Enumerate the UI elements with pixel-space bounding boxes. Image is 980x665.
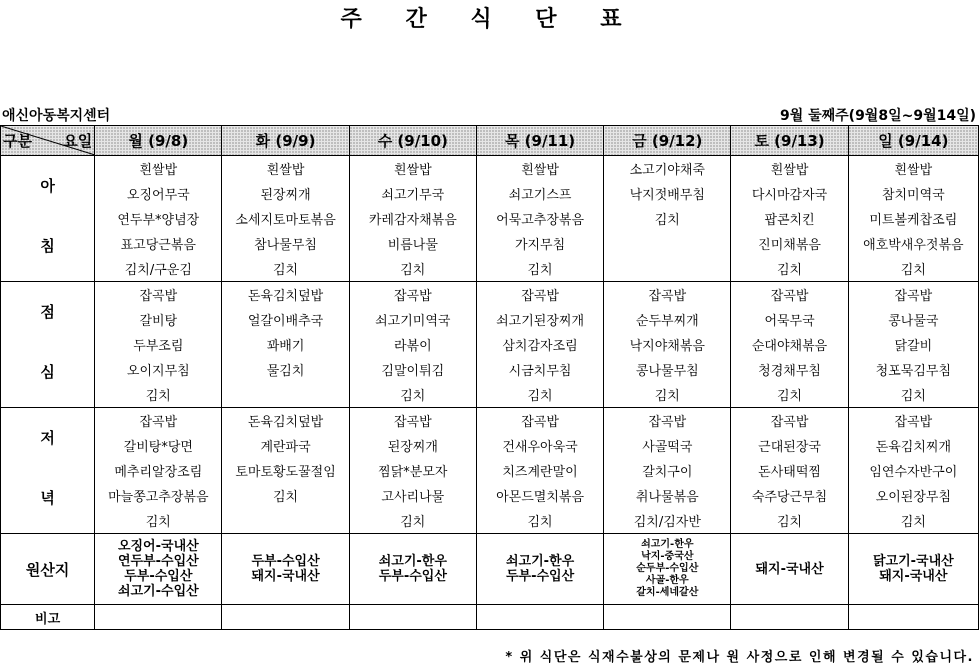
menu-item: 청포묵김무침 (848, 357, 978, 382)
origin-label: 원산지 (1, 534, 95, 605)
menu-item: 잡곡밥 (604, 282, 731, 308)
day-header: 화 (9/9) (222, 126, 349, 156)
menu-item: 돈육김치찌개 (848, 433, 978, 458)
origin-entry: 돼지-국내산 (879, 569, 948, 584)
note-row (1, 605, 979, 630)
page-title: 주 간 식 단 표 (340, 7, 640, 32)
menu-item: 돈사태떡찜 (731, 458, 848, 483)
menu-item: 숙주당근무침 (731, 483, 848, 508)
menu-item: 미트볼케찹조림 (848, 206, 978, 231)
menu-item: 된장찌개 (222, 181, 349, 206)
menu-item: 쇠고기미역국 (349, 307, 476, 332)
origin-entry: 쇠고기-한우 (505, 554, 575, 569)
menu-item: 가지무침 (476, 231, 603, 256)
menu-item: 잡곡밥 (731, 282, 848, 308)
menu-item: 어묵고추장볶음 (476, 206, 603, 231)
note-label: 비고 (1, 605, 95, 630)
menu-item: 김치 (349, 256, 476, 282)
menu-item: 쇠고기무국 (349, 181, 476, 206)
menu-item: 콩나물무침 (604, 357, 731, 382)
menu-row (1, 433, 979, 458)
menu-item: 임연수자반구이 (848, 458, 978, 483)
menu-item: 잡곡밥 (848, 408, 978, 434)
menu-row (1, 408, 979, 434)
note-cell (848, 605, 978, 630)
origin-entry: 사골-한우 (645, 575, 689, 586)
menu-item: 김치 (476, 382, 603, 408)
origin-entry: 낙지-중국산 (641, 551, 694, 562)
origin-entry: 쇠고기-한우 (378, 554, 447, 569)
menu-row (1, 231, 979, 256)
origin-entry: 갈치-세네갈산 (636, 587, 699, 598)
day-header: 수 (9/10) (349, 126, 476, 156)
menu-item: 청경채무침 (731, 357, 848, 382)
menu-item: 갈치구이 (604, 458, 731, 483)
menu-item: 건새우아욱국 (476, 433, 603, 458)
origin-entry: 돼지-국내산 (755, 561, 824, 577)
menu-item: 표고당근볶음 (95, 231, 222, 256)
day-header: 토 (9/13) (731, 126, 848, 156)
day-header: 일 (9/14) (848, 126, 978, 156)
menu-item: 잡곡밥 (604, 408, 731, 434)
meal-label-bottom: 녁 (40, 489, 55, 507)
note-cell (476, 605, 603, 630)
menu-item: 잡곡밥 (95, 408, 222, 434)
menu-item: 삼치감자조림 (476, 332, 603, 357)
menu-row (1, 206, 979, 231)
origin-entry: 오징어-국내산 (117, 539, 199, 554)
note-cell (95, 605, 222, 630)
menu-item: 순두부찌개 (604, 307, 731, 332)
menu-item: 김치 (95, 508, 222, 534)
menu-item: 애호박새우젓볶음 (848, 231, 978, 256)
menu-item: 오이지무침 (95, 357, 222, 382)
origin-cell (848, 534, 978, 605)
menu-item: 김치 (476, 256, 603, 282)
meal-label (1, 408, 95, 534)
footnote: * 위 식단은 식재수불상의 문제나 원 사정으로 인해 변경될 수 있습니다. (505, 650, 974, 665)
menu-item (222, 508, 349, 534)
meal-label-top: 저 (40, 429, 55, 447)
meal-label (1, 282, 95, 408)
menu-item: 흰쌀밥 (476, 156, 603, 182)
menu-item: 김치 (731, 382, 848, 408)
menu-item: 김치/김자반 (604, 508, 731, 534)
menu-item: 김치/구운김 (95, 256, 222, 282)
menu-item: 쇠고기된장찌개 (476, 307, 603, 332)
origin-cell (95, 534, 222, 605)
menu-item: 찜닭*분모자 (349, 458, 476, 483)
menu-item: 김치 (848, 256, 978, 282)
meal-label-bottom: 심 (40, 363, 55, 381)
menu-row (1, 307, 979, 332)
menu-item: 돈육김치덮밥 (222, 408, 349, 434)
menu-item: 비름나물 (349, 231, 476, 256)
menu-item: 김치 (476, 508, 603, 534)
origin-entry: 두부-수입산 (124, 569, 193, 584)
menu-item: 카레감자채볶음 (349, 206, 476, 231)
menu-item: 취나물볶음 (604, 483, 731, 508)
menu-item: 근대된장국 (731, 433, 848, 458)
menu-item: 김치 (731, 256, 848, 282)
menu-item: 연두부*양념장 (95, 206, 222, 231)
menu-item: 김치 (349, 382, 476, 408)
menu-item: 오징어무국 (95, 181, 222, 206)
origin-cell (349, 534, 476, 605)
corner-label-category: 구분 (3, 132, 32, 150)
origin-entry: 닭고기-국내산 (872, 554, 954, 569)
week-range: 9월 둘째주(9월8일~9월14일) (779, 108, 976, 124)
menu-item: 닭갈비 (848, 332, 978, 357)
menu-item: 흰쌀밥 (95, 156, 222, 182)
menu-item (222, 382, 349, 408)
menu-row (1, 181, 979, 206)
menu-item: 계란파국 (222, 433, 349, 458)
menu-item: 다시마감자국 (731, 181, 848, 206)
menu-row (1, 382, 979, 408)
origin-row (1, 534, 979, 605)
menu-item: 진미채볶음 (731, 231, 848, 256)
menu-row (1, 156, 979, 182)
menu-item: 쇠고기스프 (476, 181, 603, 206)
note-cell (731, 605, 848, 630)
menu-item (604, 256, 731, 282)
origin-entry: 두부-수입산 (378, 569, 447, 584)
menu-item: 순대야채볶음 (731, 332, 848, 357)
menu-item: 김치 (848, 382, 978, 408)
day-header: 월 (9/8) (95, 126, 222, 156)
menu-item: 콩나물국 (848, 307, 978, 332)
menu-item: 오이된장무침 (848, 483, 978, 508)
menu-row (1, 483, 979, 508)
meal-label (1, 156, 95, 282)
meal-label-top: 점 (40, 303, 55, 321)
menu-item: 된장찌개 (349, 433, 476, 458)
menu-item: 어묵무국 (731, 307, 848, 332)
menu-item: 잡곡밥 (476, 282, 603, 308)
menu-item: 고사리나물 (349, 483, 476, 508)
menu-item: 김치 (848, 508, 978, 534)
menu-item: 소고기야채죽 (604, 156, 731, 182)
menu-item: 잡곡밥 (848, 282, 978, 308)
origin-entry: 순두부-수입산 (636, 563, 699, 574)
origin-entry: 연두부-수입산 (117, 554, 199, 569)
weekly-menu-table (0, 125, 979, 630)
menu-item: 흰쌀밥 (349, 156, 476, 182)
menu-item: 물김치 (222, 357, 349, 382)
menu-item: 소세지토마토볶음 (222, 206, 349, 231)
menu-item: 치즈계란말이 (476, 458, 603, 483)
menu-item: 흰쌀밥 (222, 156, 349, 182)
menu-item: 얼갈이배추국 (222, 307, 349, 332)
menu-row (1, 458, 979, 483)
menu-item: 김말이튀김 (349, 357, 476, 382)
menu-item: 아몬드멸치볶음 (476, 483, 603, 508)
menu-item: 흰쌀밥 (731, 156, 848, 182)
menu-item: 갈비탕*당면 (95, 433, 222, 458)
menu-item: 팝콘치킨 (731, 206, 848, 231)
menu-item: 시금치무침 (476, 357, 603, 382)
origin-cell (604, 534, 731, 605)
menu-item: 김치 (731, 508, 848, 534)
menu-item: 갈비탕 (95, 307, 222, 332)
origin-cell (476, 534, 603, 605)
menu-row (1, 357, 979, 382)
menu-item: 잡곡밥 (476, 408, 603, 434)
menu-item: 잡곡밥 (349, 282, 476, 308)
menu-item: 잡곡밥 (349, 408, 476, 434)
menu-item: 메추리알장조림 (95, 458, 222, 483)
menu-item: 김치 (95, 382, 222, 408)
menu-item: 사골떡국 (604, 433, 731, 458)
corner-label-day: 요일 (63, 132, 93, 150)
origin-entry: 두부-수입산 (251, 554, 320, 569)
menu-row (1, 256, 979, 282)
origin-entry: 쇠고기-수입산 (117, 584, 199, 599)
origin-cell (222, 534, 349, 605)
menu-item: 김치 (222, 483, 349, 508)
corner-cell (1, 126, 95, 156)
menu-item: 잡곡밥 (95, 282, 222, 308)
menu-item: 참나물무침 (222, 231, 349, 256)
origin-cell (731, 534, 848, 605)
menu-item (604, 231, 731, 256)
menu-item: 김치 (604, 382, 731, 408)
note-cell (222, 605, 349, 630)
day-header: 목 (9/11) (476, 126, 603, 156)
origin-entry: 돼지-국내산 (251, 569, 320, 584)
menu-item: 마늘쫑고추장볶음 (95, 483, 222, 508)
menu-item: 돈육김치덮밥 (222, 282, 349, 308)
meal-label-top: 아 (40, 177, 55, 195)
header-row (1, 126, 979, 156)
menu-item: 김치 (349, 508, 476, 534)
origin-entry: 두부-수입산 (505, 569, 575, 584)
note-cell (604, 605, 731, 630)
menu-item: 두부조림 (95, 332, 222, 357)
menu-item: 흰쌀밥 (848, 156, 978, 182)
menu-item: 김치 (604, 206, 731, 231)
day-header: 금 (9/12) (604, 126, 731, 156)
menu-item: 꽈배기 (222, 332, 349, 357)
menu-row (1, 508, 979, 534)
meal-label-bottom: 침 (40, 237, 55, 255)
menu-item: 토마토황도꿀절임 (222, 458, 349, 483)
menu-row (1, 332, 979, 357)
origin-entry: 쇠고기-한우 (641, 539, 694, 550)
center-name: 애신아동복지센터 (2, 108, 111, 124)
note-cell (349, 605, 476, 630)
menu-item: 라볶이 (349, 332, 476, 357)
menu-item: 낙지젓배무침 (604, 181, 731, 206)
menu-item: 김치 (222, 256, 349, 282)
menu-item: 잡곡밥 (731, 408, 848, 434)
menu-row (1, 282, 979, 308)
menu-item: 참치미역국 (848, 181, 978, 206)
menu-item: 낙지야채볶음 (604, 332, 731, 357)
